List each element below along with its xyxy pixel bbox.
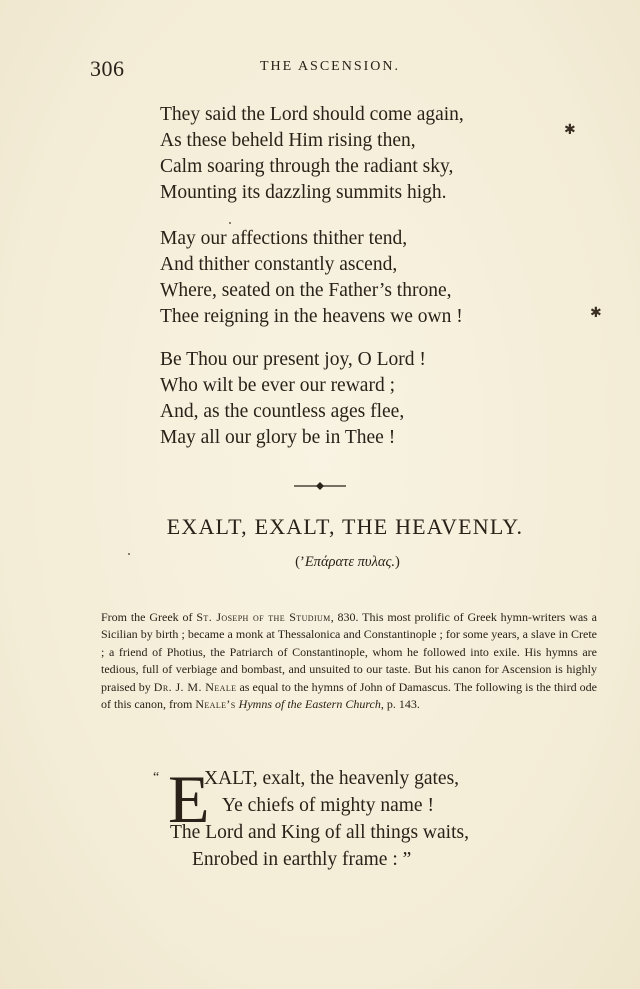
page-number: 306 [90, 56, 125, 81]
verse-line: And, as the countless ages flee, [160, 401, 405, 422]
ink-speck [128, 553, 130, 555]
hymn-note: From the Greek of St. Joseph of the Studium, 830. This most prolific of Greek hymn-writers was a Sicilian by birth ; became a monk at Thessalonica and Constantinople ; for some years, a slave in Crete ; a friend of Photius, the Patriarch of Constantinople, whom he followed into exile. His hymns are tedious, full of verbiage and bombast, and unsuited to our taste. But his canon for Ascension is highly praised by Dr. J. M. Neale as equal to the hymns of John of Damascus. The following is the third ode of this canon, from Neale’s Hymns of the Eastern Church, p. 143. [101, 610, 598, 712]
margin-mark-icon: ✱ [564, 123, 576, 138]
verse-stanza-1 [160, 102, 464, 206]
verse-line: They said the Lord should come again, [160, 104, 464, 125]
verse-stanza-2 [160, 226, 463, 330]
verse-line: Be Thou our present joy, O Lord ! [160, 349, 426, 370]
verse-stanza-3 [160, 347, 426, 451]
hymn-line-4: Enrobed in earthly frame : ” [192, 849, 412, 870]
verse-line: And thither constantly ascend, [160, 254, 398, 275]
open-quote: “ [153, 770, 160, 785]
drop-cap: E [168, 761, 210, 837]
verse-line: May our affections thither tend, [160, 228, 408, 249]
hymn-line-3: The Lord and King of all things waits, [170, 822, 469, 843]
greek-subtitle: (’Επάρατε πυλας.) [295, 554, 400, 570]
verse-line: As these beheld Him rising then, [160, 130, 416, 151]
verse-line: Where, seated on the Father’s throne, [160, 280, 452, 301]
margin-mark-icon: ✱ [590, 306, 602, 321]
hymn-line-1: XALT, exalt, the heavenly gates, [204, 768, 460, 789]
verse-line: May all our glory be in Thee ! [160, 427, 396, 448]
ink-speck [229, 222, 231, 224]
verse-line: Calm soaring through the radiant sky, [160, 156, 454, 177]
running-title: THE ASCENSION. [260, 59, 401, 74]
section-divider-ornament [0, 478, 640, 496]
hymn-line-2: Ye chiefs of mighty name ! [222, 795, 434, 816]
verse-line: Who wilt be ever our reward ; [160, 375, 395, 396]
hymn-title: EXALT, EXALT, THE HEAVENLY. [166, 514, 524, 539]
verse-line: Thee reigning in the heavens we own ! [160, 306, 463, 327]
divider-icon [294, 481, 346, 491]
verse-line: Mounting its dazzling summits high. [160, 182, 447, 203]
